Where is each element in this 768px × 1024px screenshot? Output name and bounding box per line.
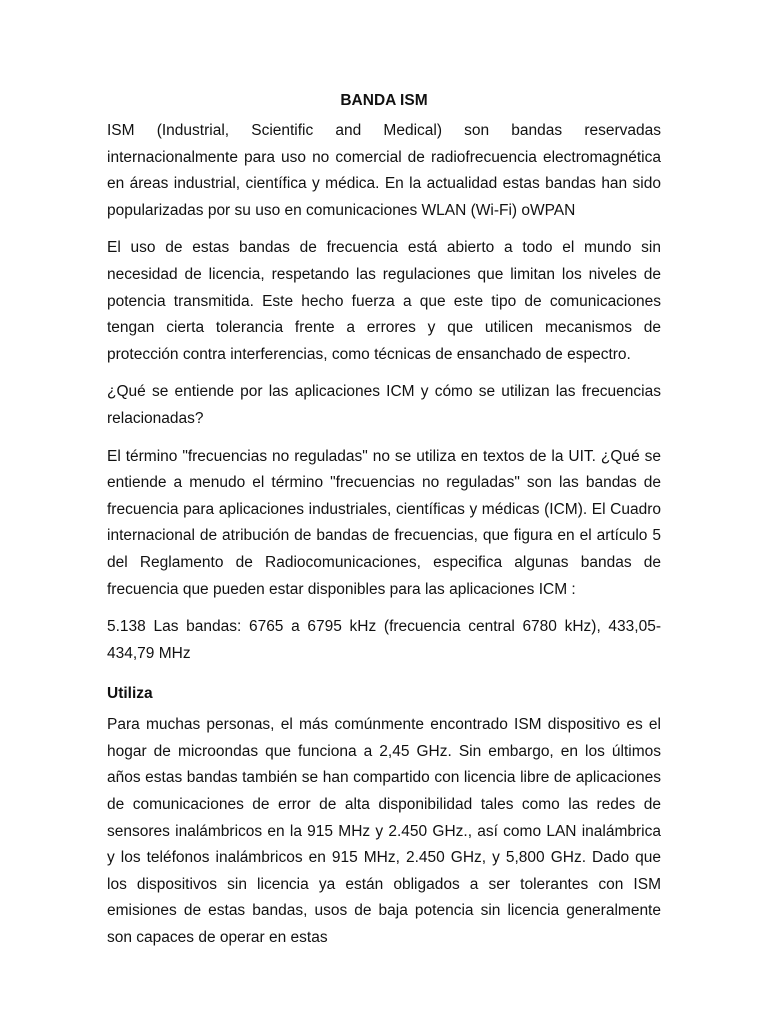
paragraph-intro: ISM (Industrial, Scientific and Medical) son bandas reservadas internacionalmente para uso no comercial de radiofrecuencia electromagnética en áreas industrial, científica y médica. En la actualidad estas bandas han sido popularizadas por su uso en comunicaciones WLAN (Wi-Fi) oWPAN (107, 122, 661, 219)
paragraph-question: ¿Qué se entiende por las aplicaciones ICM y cómo se utilizan las frecuencias relacionadas? (107, 383, 661, 427)
paragraph-usage: Para muchas personas, el más comúnmente encontrado ISM dispositivo es el hogar de microondas que funciona a 2,45 GHz. Sin embargo, en los últimos años estas bandas también se han compartido con licencia libre de aplicaciones de comunicaciones de error de alta disponibilidad tales como las redes de sensores inalámbricos en la 915 MHz y 2.450 GHz., así como LAN inalámbrica y los teléfonos inalámbricos en 915 MHz, 2.450 GHz, y 5,800 GHz. Dado que los dispositivos sin licencia ya están obligados a ser tolerantes con ISM emisiones de estas bandas, usos de baja potencia sin licencia generalmente son capaces de operar en estas (107, 716, 661, 947)
section-heading: Utiliza (107, 685, 153, 703)
paragraph-license: El uso de estas bandas de frecuencia está abierto a todo el mundo sin necesidad de licencia, respetando las regulaciones que limitan los niveles de potencia transmitida. Este hecho fuerza a que este tipo de comunicaciones tengan cierta tolerancia frente a errores y que utilicen mecanismos de protección contra interferencias, como técnicas de ensanchado de espectro. (107, 239, 661, 363)
paragraph-uit: El término "frecuencias no reguladas" no se utiliza en textos de la UIT. ¿Qué se entiende a menudo el término "frecuencias no reguladas" son las bandas de frecuencia para aplicaciones industriales, científicas y médicas (ICM). El Cuadro internacional de atribución de bandas de frecuencias, que figura en el artículo 5 del Reglamento de Radiocomunicaciones, especifica algunas bandas de frecuencia que pueden estar disponibles para las aplicaciones ICM : (107, 447, 661, 598)
document-title: BANDA ISM (340, 92, 428, 109)
paragraph-bands: 5.138 Las bandas: 6765 a 6795 kHz (frecuencia central 6780 kHz), 433,05-434,79 MHz (107, 618, 661, 662)
